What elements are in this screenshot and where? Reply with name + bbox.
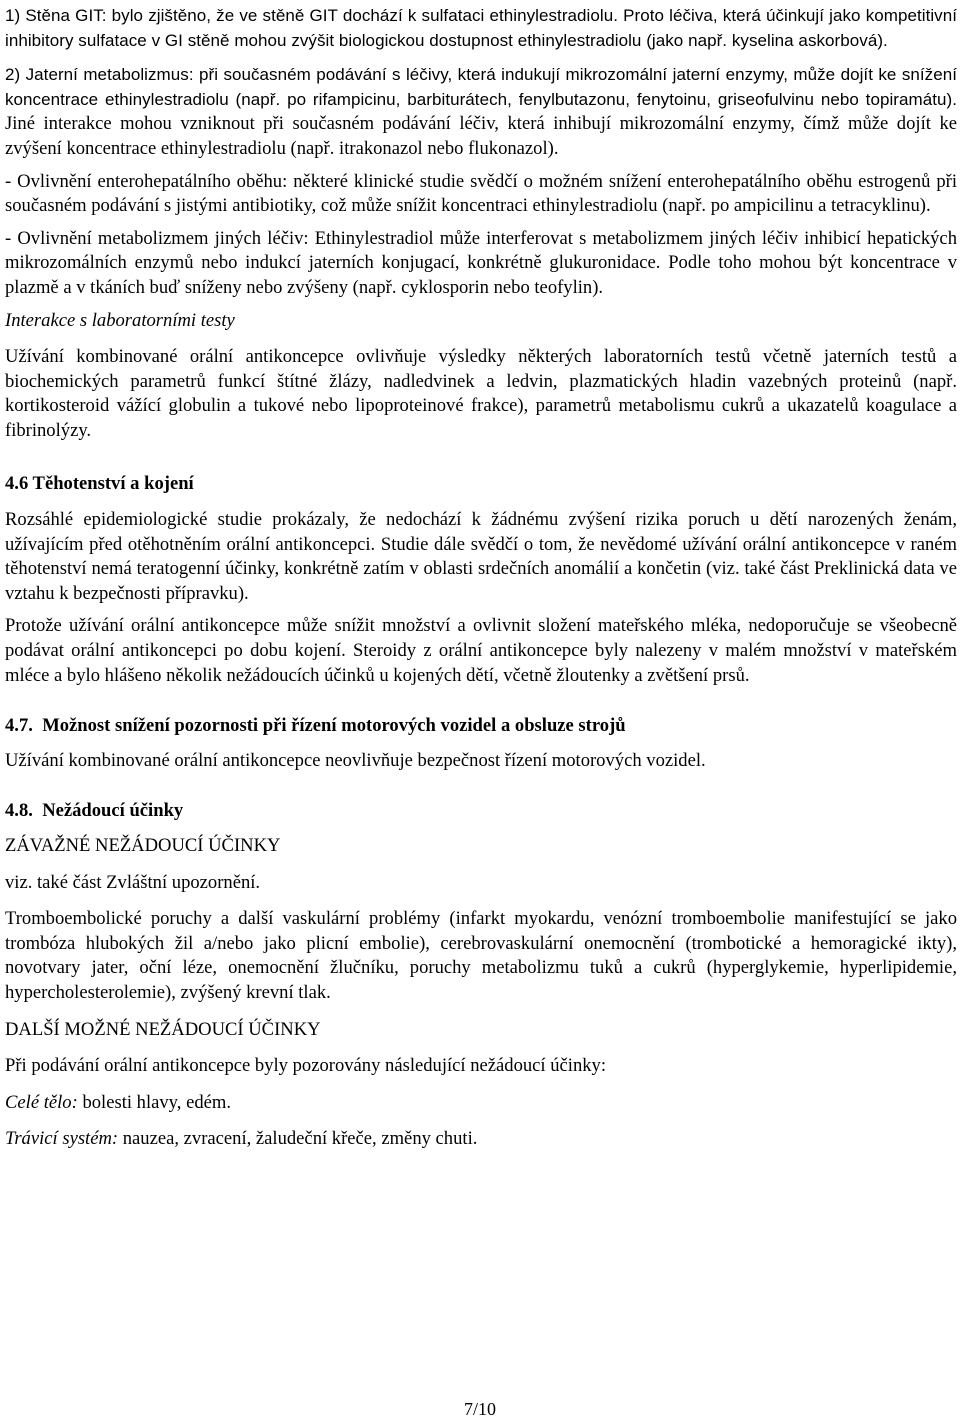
serious-effects-heading: ZÁVAŽNÉ NEŽÁDOUCÍ ÚČINKY <box>5 835 281 857</box>
section-4-6-title: 4.6 Těhotenství a kojení <box>5 472 194 494</box>
paragraph-whole-body <box>5 1091 957 1116</box>
section-4-7-number: 4.7. <box>5 715 33 737</box>
digestive-label: Trávicí systém: <box>5 1128 119 1150</box>
paragraph-other-drugs: - Ovlivnění metabolizmem jiných léčiv: Ethinylestradiol může interferovat s metabolizmem jiných léčiv inhibicí hepatických mikrozomálních enzymů nebo indukcí jaterních konjugací, konkrétně glukuronidace. Podle toho mohou být koncentrace v plazmě a v tkáních buď sníženy nebo zvýšeny (např. cyklosporin nebo teofylin). <box>5 227 957 298</box>
spacer <box>5 688 957 714</box>
paragraph-git-wall: 1) Stěna GIT: bylo zjištěno, že ve stěně GIT dochází k sulfataci ethinylestradiolu. Proto léčiva, která účinkují jako kompetitivní inhibitory sulfatace v GI stěně mohou zvýšit biologickou dostupnost ethinylestradiolu (jako např. kyselina askorbová). <box>5 6 957 50</box>
document-page <box>5 4 957 1152</box>
paragraph-enterohepatic: - Ovlivnění enterohepatálního oběhu: některé klinické studie svědčí o možném snížení enterohepatálního oběhu estrogenů při současném podávání s jistými antibiotiky, což může snížit koncentraci ethinylestradiolu (např. po ampicilinu a tetracyklinu). <box>5 170 957 217</box>
paragraph-liver-metabolism <box>5 63 957 161</box>
section-4-8-text: Nežádoucí účinky <box>42 800 184 822</box>
paragraph-pregnancy: Rozsáhlé epidemiologické studie prokázaly, že nedochází k žádnému zvýšení rizika poruch u dětí narozených ženám, užívajícím před otěhotněním orální antikoncepci. Studie dále svědčí o tom, že nevědomé užívání orální antikoncepce v raném těhotenství nemá teratogenní účinky, konkrétně zatím v oblasti srdečních anomálií a končetin (viz. také část Preklinická data ve vztahu k bezpečnosti přípravku). <box>5 509 957 604</box>
paragraph-see-warnings: viz. také část Zvláštní upozornění. <box>5 871 261 893</box>
page-number: 7/10 <box>463 1399 496 1419</box>
paragraph-lab-tests: Užívání kombinované orální antikoncepce ovlivňuje výsledky některých laboratorních testů včetně jaterních testů a biochemických parametrů funkcí štítné žlázy, nadledvinek a ledvin, plazmatických hladin vazebných proteinů (např. kortikosteroid vážící globulin a tukové nebo lipoproteinové frakce), parametrů metabolismu cukrů a ukazatelů koagulace a fibrinolýzy. <box>5 346 957 441</box>
lab-tests-heading: Interakce s laboratorními testy <box>5 309 235 331</box>
paragraph-thromboembolic: Tromboembolické poruchy a další vaskulární problémy (infarkt myokardu, venózní tromboembolie manifestující se jako trombóza hlubokých žil a/nebo jako plicní embolie), cerebrovaskulární onemocnění (trombotické a hemoragické ikty), novotvary jater, oční léze, onemocnění žlučníku, poruchy metabolizmu tuků a cukrů (hyperglykemie, hyperlipidemie, hypercholesterolemie), zvýšený krevní tlak. <box>5 908 957 1003</box>
whole-body-label: Celé tělo: <box>5 1091 78 1113</box>
section-4-8-number: 4.8. <box>5 800 33 822</box>
paragraph-driving: Užívání kombinované orální antikoncepce neovlivňuje bezpečnost řízení motorových vozidel. <box>5 749 706 771</box>
liver-metabolism-part2: Jiné interakce mohou vzniknout při současném podávání léčiv, která inhibují mikrozomální enzymy, čímž může dojít ke zvýšení koncentrace ethinylestradiolu (např. itrakonazol nebo flukonazol). <box>5 113 957 159</box>
paragraph-breastfeeding: Protože užívání orální antikoncepce může snížit množství a ovlivnit složení mateřského mléka, nedoporučuje se všeobecně podávat orální antikoncepci po dobu kojení. Steroidy z orální antikoncepce byly nalezeny v malém množství v mateřském mléce a bylo hlášeno několik nežádoucích účinků u kojených dětí, včetně žloutenky a zvětšení prsů. <box>5 615 957 686</box>
spacer <box>5 773 957 799</box>
paragraph-observed-effects: Při podávání orální antikoncepce byly pozorovány následující nežádoucí účinky: <box>5 1055 607 1077</box>
paragraph-digestive <box>5 1127 957 1152</box>
digestive-text: nauzea, zvracení, žaludeční křeče, změny chuti. <box>118 1128 478 1150</box>
whole-body-text: bolesti hlavy, edém. <box>77 1091 231 1113</box>
other-effects-heading: DALŠÍ MOŽNÉ NEŽÁDOUCÍ ÚČINKY <box>5 1018 321 1040</box>
section-4-8-title <box>5 799 957 824</box>
section-4-7-title <box>5 714 957 739</box>
section-4-7-text: Možnost snížení pozornosti při řízení motorových vozidel a obsluze strojů <box>42 715 626 737</box>
spacer <box>5 444 957 472</box>
liver-metabolism-part1: 2) Jaterní metabolizmus: při současném podávání s léčivy, která indukují mikrozomální jaterní enzymy, může dojít ke snížení koncentrace ethinylestradiolu (např. po rifampicinu, barbiturátech, fenylbutazonu, fenytoinu, griseofulvinu nebo topiramátu). <box>5 65 957 109</box>
